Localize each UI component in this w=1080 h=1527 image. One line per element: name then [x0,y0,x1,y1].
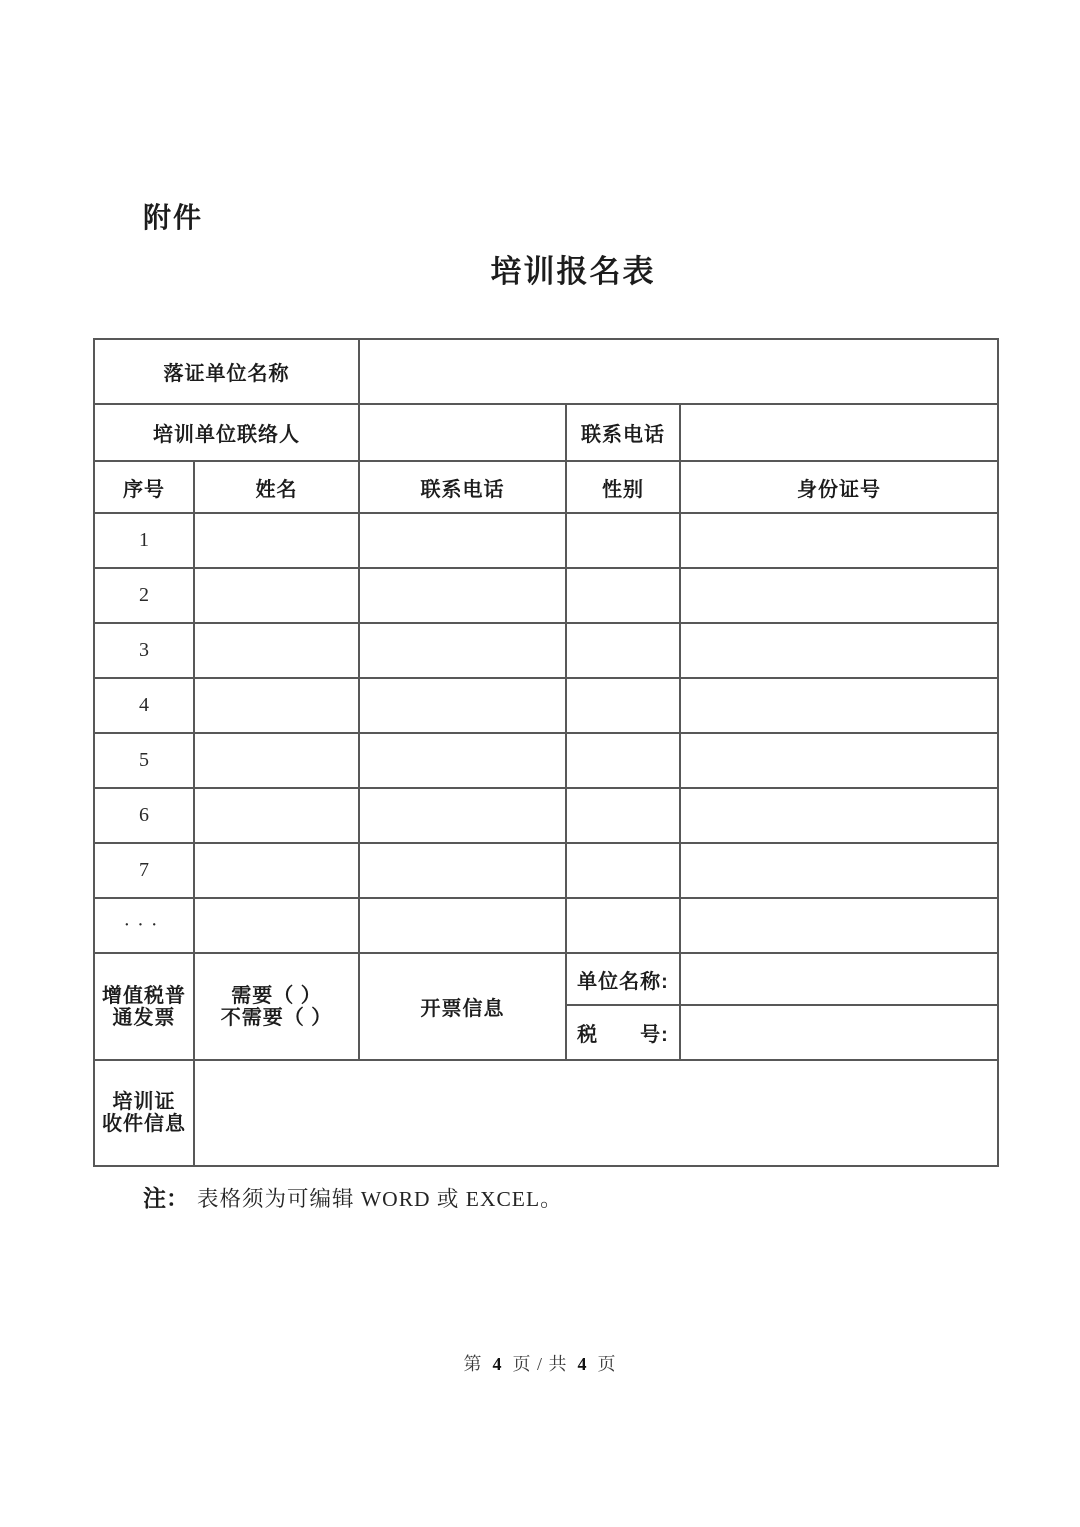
phone-input-cell[interactable] [359,733,566,788]
row-number: 6 [94,788,194,843]
name-input-cell[interactable] [194,623,359,678]
note [143,1180,563,1213]
invoice-info-label: 开票信息 [359,953,566,1060]
note-prefix: 注： [143,1185,189,1211]
column-header-gender: 性别 [566,461,680,513]
vat-invoice-label-line2: 通发票 [112,1006,176,1029]
footer-label-left: 第 [463,1354,483,1374]
registration-table [93,338,999,1167]
page-title: 培训报名表 [490,254,656,289]
row-number: 7 [94,843,194,898]
table-header-row [94,461,998,513]
gender-input-cell[interactable] [566,513,680,568]
invoice-tax-no-input-cell[interactable] [680,1005,998,1060]
name-input-cell[interactable] [194,843,359,898]
gender-input-cell[interactable] [566,568,680,623]
id-input-cell[interactable] [680,678,998,733]
contact-phone-label: 联系电话 [566,404,680,461]
id-input-cell[interactable] [680,788,998,843]
table-row [94,733,998,788]
phone-input-cell[interactable] [359,898,566,953]
row-number: 3 [94,623,194,678]
id-input-cell[interactable] [680,513,998,568]
note-text: 表格须为可编辑 WORD 或 EXCEL。 [197,1187,563,1211]
footer-label-right: 页 [597,1354,617,1374]
certificate-row [94,1060,998,1166]
vat-invoice-label [94,953,194,1060]
invoice-need-options [194,953,359,1060]
name-input-cell[interactable] [194,898,359,953]
column-header-id: 身份证号 [680,461,998,513]
certificate-label-line1: 培训证 [112,1091,176,1113]
row-number: 5 [94,733,194,788]
footer-current-page: 4 [492,1354,503,1374]
row-number-ellipsis: ··· [94,898,194,953]
certificate-label-line2: 收件信息 [102,1113,186,1135]
row-number: 2 [94,568,194,623]
contact-person-input-cell[interactable] [359,404,566,461]
phone-input-cell[interactable] [359,568,566,623]
vat-invoice-label-line1: 增值税普 [102,984,186,1007]
column-header-no: 序号 [94,461,194,513]
attachment-label: 附件 [143,202,204,233]
gender-input-cell[interactable] [566,623,680,678]
phone-input-cell[interactable] [359,678,566,733]
name-input-cell[interactable] [194,513,359,568]
id-input-cell[interactable] [680,898,998,953]
table-row [94,623,998,678]
contact-person-label: 培训单位联络人 [94,404,359,461]
invoice-row [94,953,998,1005]
invoice-unit-name-input-cell[interactable] [680,953,998,1005]
table-row [94,788,998,843]
name-input-cell[interactable] [194,568,359,623]
phone-input-cell[interactable] [359,788,566,843]
row-number: 1 [94,513,194,568]
row-number: 4 [94,678,194,733]
table-row [94,568,998,623]
table-row [94,898,998,953]
issuing-unit-input-cell[interactable] [359,339,998,404]
name-input-cell[interactable] [194,733,359,788]
gender-input-cell[interactable] [566,788,680,843]
gender-input-cell[interactable] [566,733,680,788]
gender-input-cell[interactable] [566,898,680,953]
name-input-cell[interactable] [194,678,359,733]
certificate-label [94,1060,194,1166]
invoice-need-option[interactable]: 需要（ ） [231,984,322,1007]
certificate-info-input-cell[interactable] [194,1060,998,1166]
column-header-phone: 联系电话 [359,461,566,513]
phone-input-cell[interactable] [359,623,566,678]
footer-total-pages: 4 [577,1354,588,1374]
invoice-no-need-option[interactable]: 不需要（ ） [220,1006,333,1029]
gender-input-cell[interactable] [566,678,680,733]
invoice-unit-name-label: 单位名称: [566,953,680,1005]
id-input-cell[interactable] [680,568,998,623]
gender-input-cell[interactable] [566,843,680,898]
footer-label-mid: 页 / 共 [512,1354,568,1374]
id-input-cell[interactable] [680,623,998,678]
column-header-name: 姓名 [194,461,359,513]
page-number-footer [0,1350,1080,1376]
invoice-tax-no-label: 税 号: [566,1005,680,1060]
table-row [94,843,998,898]
table-row [94,404,998,461]
name-input-cell[interactable] [194,788,359,843]
contact-phone-input-cell[interactable] [680,404,998,461]
table-row [94,678,998,733]
table-row [94,339,998,404]
id-input-cell[interactable] [680,843,998,898]
table-row [94,513,998,568]
phone-input-cell[interactable] [359,843,566,898]
issuing-unit-label: 落证单位名称 [94,339,359,404]
phone-input-cell[interactable] [359,513,566,568]
id-input-cell[interactable] [680,733,998,788]
